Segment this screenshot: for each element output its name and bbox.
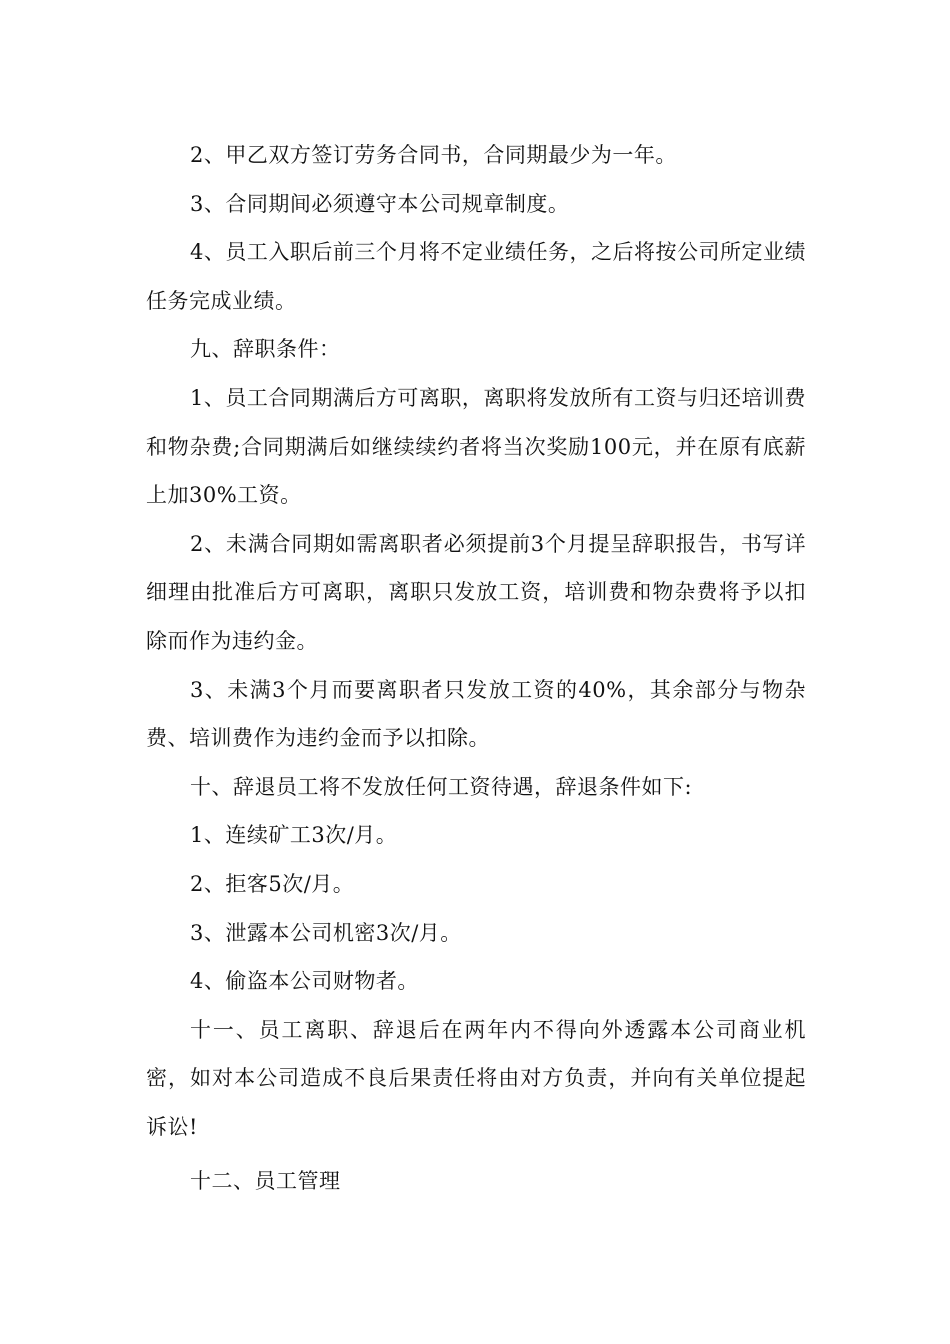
paragraph-dismissal-1: 1、连续矿工3次/月。 (190, 823, 398, 848)
section-heading-dismissal: 十、辞退员工将不发放任何工资待遇，辞退条件如下: (190, 774, 693, 799)
paragraph-resignation-3: 3、未满3个月而要离职者只发放工资的40%，其余部分与物杂费、培训费作为违约金而予以扣除。 (146, 677, 806, 751)
paragraph-confidentiality: 十一、员工离职、辞退后在两年内不得向外透露本公司商业机密，如对本公司造成不良后果责任将由对方负责，并向有关单位提起诉讼! (146, 1017, 806, 1139)
paragraph-dismissal-3: 3、泄露本公司机密3次/月。 (190, 920, 462, 945)
paragraph-dismissal-4: 4、偷盗本公司财物者。 (190, 969, 419, 994)
document-body (146, 131, 806, 1206)
section-heading-staff-management: 十二、员工管理 (190, 1169, 341, 1194)
section-heading-resignation: 九、辞职条件： (190, 337, 341, 362)
paragraph-company-rules: 3、合同期间必须遵守本公司规章制度。 (190, 191, 570, 216)
paragraph-dismissal-2: 2、拒客5次/月。 (190, 871, 355, 896)
paragraph-contract-signing: 2、甲乙双方签订劳务合同书，合同期最少为一年。 (190, 143, 677, 167)
paragraph-resignation-1: 1、员工合同期满后方可离职，离职将发放所有工资与归还培训费和物杂费;合同期满后如继续续约者将当次奖励100元，并在原有底薪上加30%工资。 (146, 385, 806, 508)
paragraph-performance-tasks: 4、员工入职后前三个月将不定业绩任务，之后将按公司所定业绩任务完成业绩。 (146, 240, 806, 313)
paragraph-resignation-2: 2、未满合同期如需离职者必须提前3个月提呈辞职报告，书写详细理由批准后方可离职，离职只发放工资，培训费和物杂费将予以扣除而作为违约金。 (146, 531, 806, 653)
